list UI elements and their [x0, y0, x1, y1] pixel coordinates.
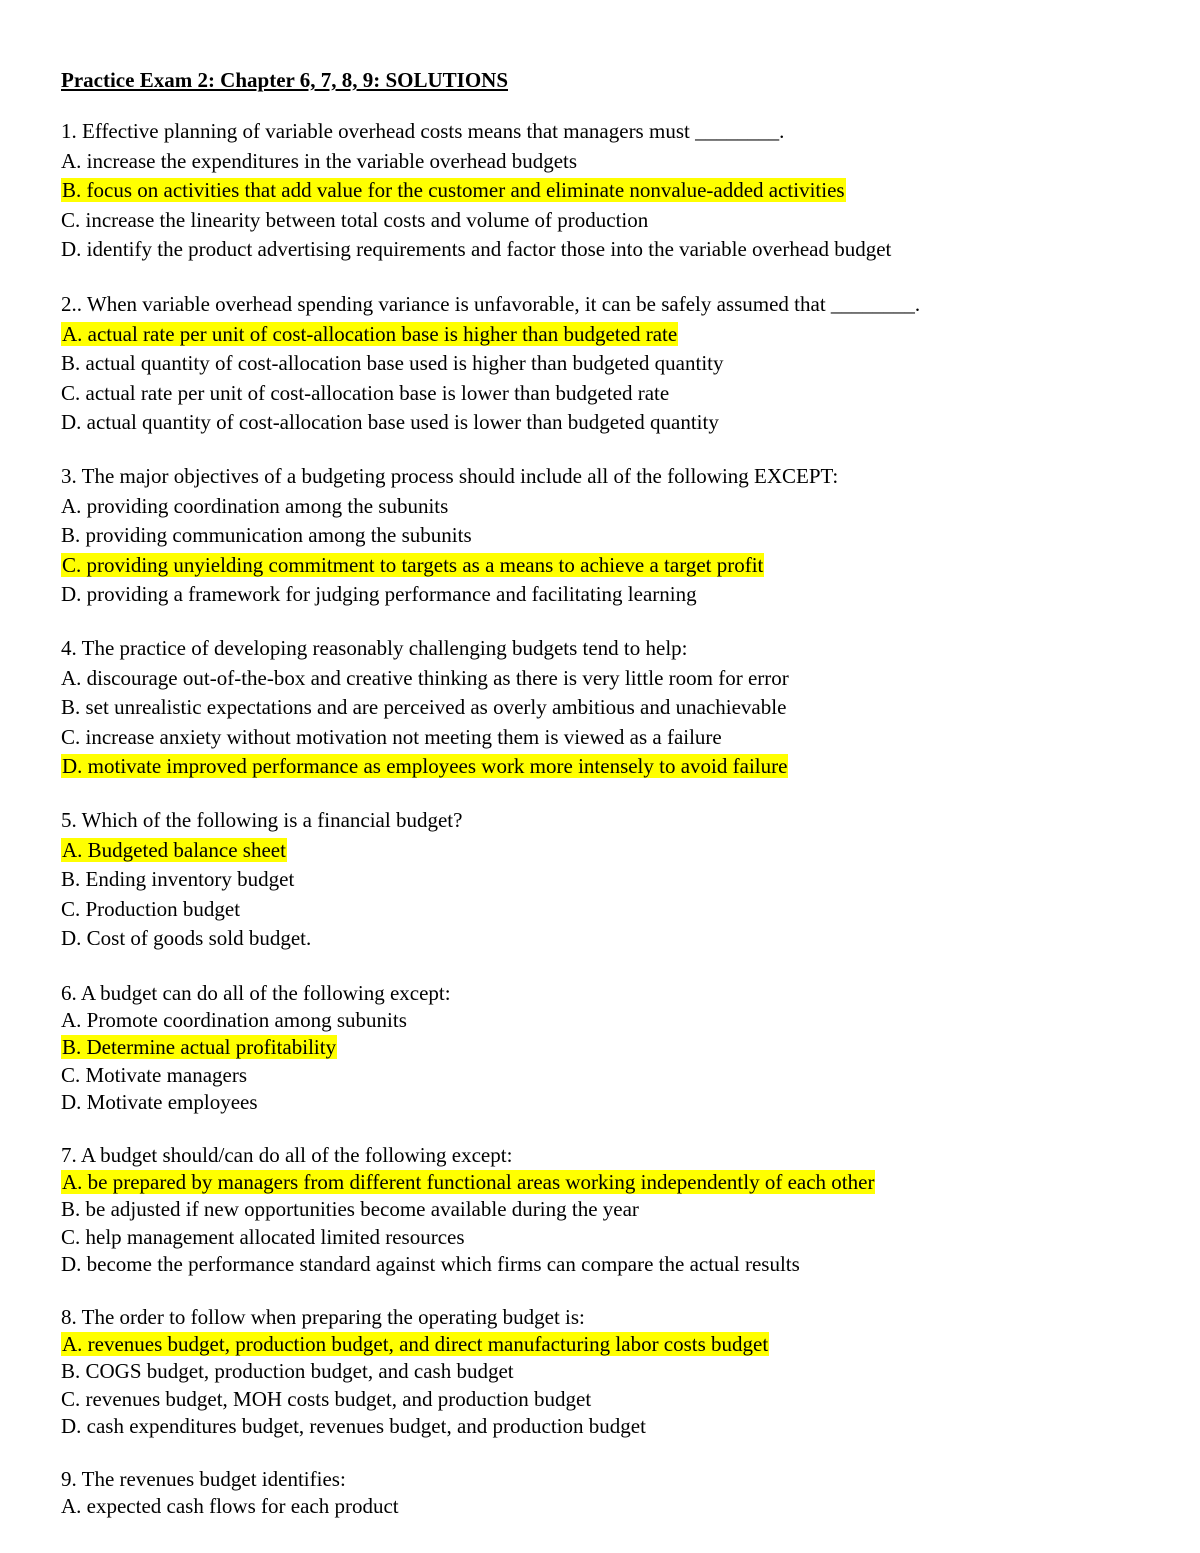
option-text: D. Motivate employees	[61, 1089, 258, 1114]
option-d-correct	[61, 752, 1181, 782]
question-text: 3. The major objectives of a budgeting process should include all of the following EXCEPT:	[61, 464, 839, 488]
option-text: D. Cost of goods sold budget.	[61, 926, 312, 950]
option-text: B. providing communication among the subunits	[61, 523, 472, 547]
option-text: D. providing a framework for judging performance and facilitating learning	[61, 582, 697, 606]
highlighted-answer: C. providing unyielding commitment to targets as a means to achieve a target profit	[62, 552, 764, 577]
option-b	[61, 865, 1181, 895]
option-text: C. Production budget	[61, 896, 241, 921]
option-text: C. revenues budget, MOH costs budget, and production budget	[61, 1386, 592, 1411]
option-c	[61, 1062, 1181, 1089]
highlighted-answer: B. Determine actual profitability	[62, 1035, 337, 1060]
page-title: Practice Exam 2: Chapter 6, 7, 8, 9: SOLUTIONS	[61, 68, 508, 92]
option-text: A. expected cash flows for each product	[61, 1494, 399, 1519]
option-a-correct	[61, 836, 1181, 866]
option-text: C. increase anxiety without motivation not meeting them is viewed as a failure	[61, 724, 722, 749]
option-b	[61, 693, 1181, 723]
option-text: A. providing coordination among the subunits	[61, 493, 449, 518]
option-a-correct	[61, 320, 1181, 350]
question-9	[61, 1466, 1181, 1520]
option-b	[61, 1358, 1181, 1385]
highlighted-answer: A. actual rate per unit of cost-allocation base is higher than budgeted rate	[62, 321, 678, 346]
question-2	[61, 290, 1181, 438]
option-d	[61, 1251, 1181, 1278]
option-text: D. actual quantity of cost-allocation base used is lower than budgeted quantity	[61, 410, 719, 434]
option-c	[61, 723, 1181, 753]
question-text: 5. Which of the following is a financial budget?	[61, 808, 463, 832]
question-text: 1. Effective planning of variable overhead costs means that managers must ________.	[61, 119, 785, 143]
option-d	[61, 235, 1181, 265]
option-a	[61, 492, 1181, 522]
question-text: 6. A budget can do all of the following except:	[61, 981, 451, 1005]
option-c	[61, 1386, 1181, 1413]
option-d	[61, 1413, 1181, 1440]
option-b	[61, 1196, 1181, 1223]
option-a-correct	[61, 1169, 1181, 1196]
option-text: C. actual rate per unit of cost-allocation base is lower than budgeted rate	[61, 380, 670, 405]
option-text: B. set unrealistic expectations and are perceived as overly ambitious and unachievable	[61, 695, 787, 719]
option-text: C. Motivate managers	[61, 1062, 248, 1087]
question-8	[61, 1304, 1181, 1440]
question-6	[61, 980, 1181, 1116]
option-c	[61, 1224, 1181, 1251]
option-text: C. help management allocated limited resources	[61, 1224, 465, 1249]
option-c	[61, 379, 1181, 409]
option-text: C. increase the linearity between total costs and volume of production	[61, 207, 649, 232]
question-text: 4. The practice of developing reasonably challenging budgets tend to help:	[61, 636, 688, 660]
option-b-correct	[61, 1034, 1181, 1061]
question-text: 2.. When variable overhead spending variance is unfavorable, it can be safely assumed that ________.	[61, 292, 921, 316]
highlighted-answer: B. focus on activities that add value for the customer and eliminate nonvalue-added activities	[62, 178, 845, 202]
option-a	[61, 664, 1181, 694]
option-d	[61, 580, 1181, 610]
option-d	[61, 924, 1181, 954]
option-text: B. COGS budget, production budget, and cash budget	[61, 1359, 514, 1384]
option-text: B. actual quantity of cost-allocation base used is higher than budgeted quantity	[61, 351, 724, 375]
option-text: D. identify the product advertising requirements and factor those into the variable overhead budget	[61, 237, 892, 261]
option-text: B. be adjusted if new opportunities become available during the year	[61, 1197, 639, 1222]
question-5	[61, 806, 1181, 954]
option-d	[61, 1089, 1181, 1116]
option-text: A. increase the expenditures in the variable overhead budgets	[61, 148, 578, 173]
option-b	[61, 349, 1181, 379]
question-1	[61, 117, 1181, 265]
option-c	[61, 206, 1181, 236]
option-text: A. discourage out-of-the-box and creative thinking as there is very little room for error	[61, 665, 789, 690]
option-c	[61, 895, 1181, 925]
question-text: 8. The order to follow when preparing the operating budget is:	[61, 1305, 585, 1329]
question-text: 9. The revenues budget identifies:	[61, 1467, 346, 1491]
option-a	[61, 1493, 1181, 1520]
option-b	[61, 521, 1181, 551]
option-a	[61, 1007, 1181, 1034]
option-b-correct	[61, 176, 1181, 206]
question-3	[61, 462, 1181, 610]
question-7	[61, 1142, 1181, 1278]
option-text: D. cash expenditures budget, revenues budget, and production budget	[61, 1413, 646, 1438]
option-a	[61, 147, 1181, 177]
option-d	[61, 408, 1181, 438]
highlighted-answer: A. be prepared by managers from different functional areas working independently of each other	[62, 1170, 875, 1195]
option-text: B. Ending inventory budget	[61, 867, 295, 891]
option-c-correct	[61, 551, 1181, 581]
option-text: D. become the performance standard against which firms can compare the actual results	[61, 1251, 800, 1276]
highlighted-answer: A. revenues budget, production budget, and direct manufacturing labor costs budget	[62, 1332, 769, 1357]
option-a-correct	[61, 1331, 1181, 1358]
question-4	[61, 634, 1181, 782]
highlighted-answer: D. motivate improved performance as employees work more intensely to avoid failure	[62, 754, 788, 778]
option-text: A. Promote coordination among subunits	[61, 1008, 407, 1033]
question-text: 7. A budget should/can do all of the following except:	[61, 1143, 513, 1167]
highlighted-answer: A. Budgeted balance sheet	[62, 837, 286, 862]
